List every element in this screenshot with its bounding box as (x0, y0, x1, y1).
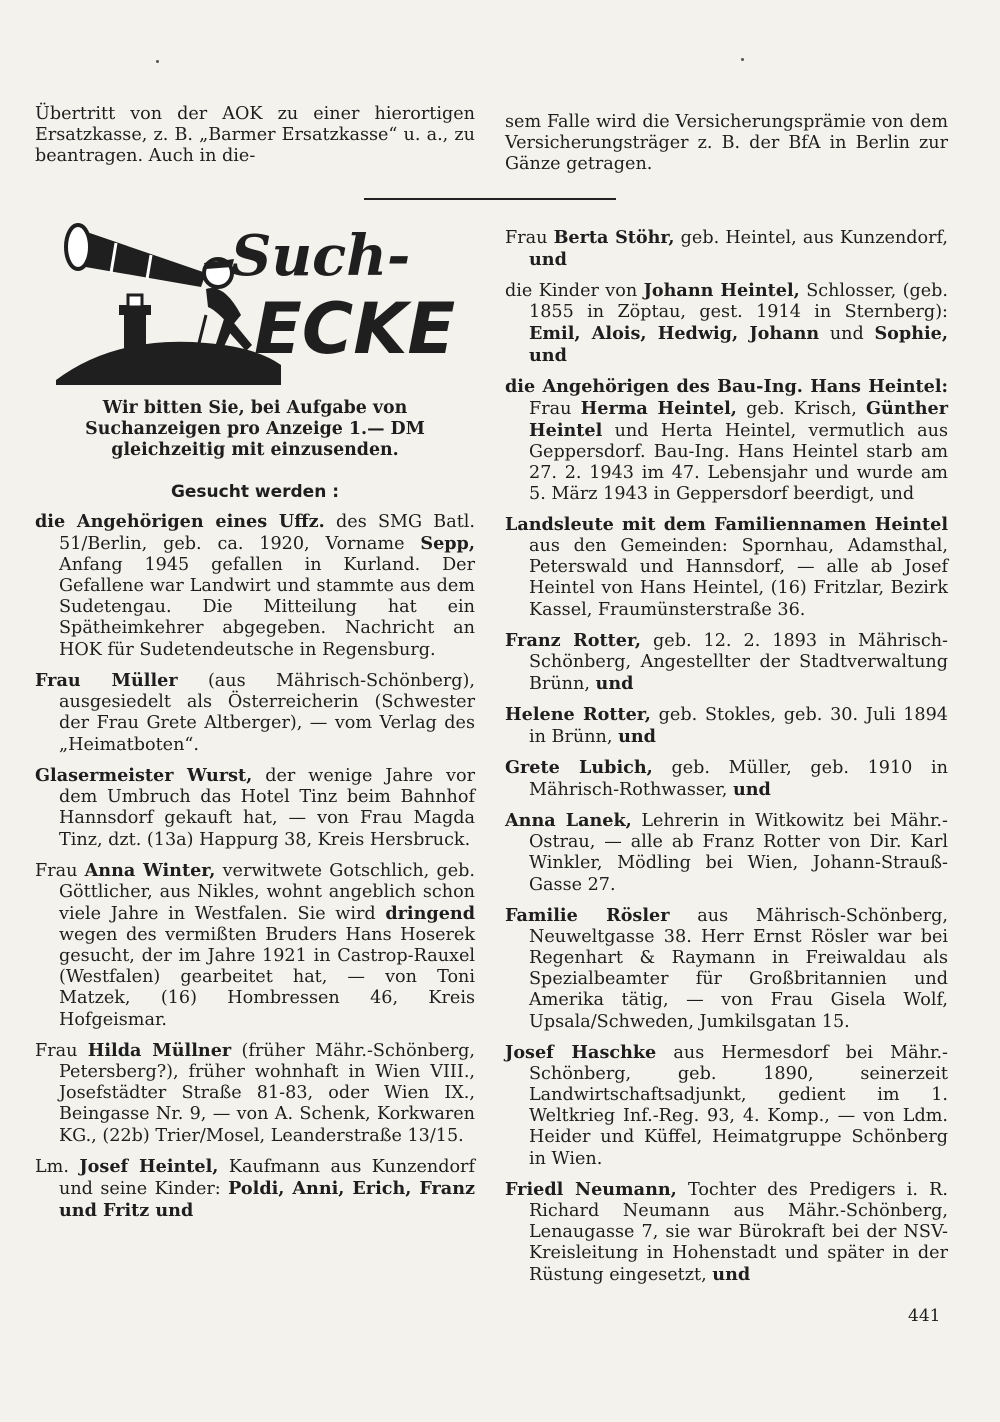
left-column-entries (35, 511, 475, 1231)
entry-name: Berta Stöhr, (553, 227, 675, 248)
logo-block-text: ECKE (254, 288, 456, 370)
search-entry: die Kinder von Johann Heintel, Schlosser, (geb. 1855 in Zöptau, gest. 1914 in Sternberg): Emil, Alois, Hedwig, Johann und Sophie, und (505, 280, 948, 366)
search-entry: Frau Hilda Müllner (früher Mähr.-Schönberg, Petersberg?), früher wohnhaft in Wien VIII., Josefstädter Straße 81-83, oder Wien IX., Beingasse Nr. 9, — von A. Schenk, Korkwaren KG., (22b) Trier/Mosel, Leanderstraße 13/15. (35, 1040, 475, 1146)
search-entry: Grete Lubich, geb. Müller, geb. 1910 in Mährisch-Rothwasser, und (505, 757, 948, 800)
entry-name: Josef Haschke (505, 1042, 657, 1063)
search-entry: Glasermeister Wurst, der wenige Jahre vor dem Umbruch das Hotel Tinz beim Bahnhof Hannsdorf gekauft hat, — von Frau Magda Tinz, dzt. (13a) Happurg 38, Kreis Hersbruck. (35, 765, 475, 850)
entry-name: die Angehörigen eines Uffz. (35, 511, 325, 532)
entry-name: Johann Heintel, (643, 280, 800, 301)
entry-name: Anna Lanek, (505, 810, 632, 831)
entry-name: Familie Rösler (505, 905, 670, 926)
search-entry: Landsleute mit dem Familiennamen Heintel aus den Gemeinden: Spornhau, Adamsthal, Peterswald und Hannsdorf, — alle ab Josef Heintel von Hans Heintel, (16) Fritzlar, Bezirk Kassel, Fraumünsterstraße 36. (505, 514, 948, 620)
logo-script-text: Such- (231, 223, 411, 289)
top-left-column (35, 104, 475, 176)
top-right-paragraph: sem Falle wird die Versicherungsprämie von dem Versicherungsträger z. B. der BfA in Berlin zur Gänze getragen. (505, 112, 948, 174)
page-number: 441 (908, 1306, 941, 1326)
search-entry: Anna Lanek, Lehrerin in Witkowitz bei Mähr.-Ostrau, — alle ab Franz Rotter von Dir. Karl Winkler, Mödling bei Wien, Johann-Strauß-Gasse 27. (505, 810, 948, 895)
top-left-paragraph: Übertritt von der AOK zu einer hierortigen Ersatzkasse, z. B. „Barmer Ersatzkasse“ u. a., zu beantragen. Auch in die- (35, 104, 475, 166)
entry-name: Hilda Müllner (87, 1040, 232, 1061)
section-subheading: Gesucht werden : (170, 482, 340, 502)
search-entry: Frau Müller (aus Mährisch-Schönberg), ausgesiedelt als Österreicherin (Schwester der Frau Grete Altberger), — vom Verlag des „Heimatboten“. (35, 670, 475, 755)
search-entry: Frau Anna Winter, verwitwete Gotschlich, geb. Göttlicher, aus Nikles, wohnt angeblich schon viele Jahre in Westfalen. Sie wird dringend wegen des vermißten Bruders Hans Hoserek gesucht, der im Jahre 1921 in Castrop-Rauxel (Westfalen) gearbeitet hat, — von Toni Matzek, (16) Hombressen 46, Kreis Hofgeismar. (35, 860, 476, 1030)
entry-name: Glasermeister Wurst, (35, 765, 253, 786)
paper-speck (156, 60, 159, 63)
entry-name: Anna Winter, (84, 860, 216, 881)
search-entry: die Angehörigen des Bau-Ing. Hans Heintel: Frau Herma Heintel, geb. Krisch, Günther Heintel und Herta Heintel, vermutlich aus Geppersdorf. Bau-Ing. Hans Heintel starb am 27. 2. 1943 im 47. Lebensjahr und wurde am 5. März 1943 in Geppersdorf beerdigt, und (505, 376, 949, 504)
search-entry: die Angehörigen eines Uffz. des SMG Batl. 51/Berlin, geb. ca. 1920, Vorname Sepp, Anfang 1945 gefallen in Kurland. Der Gefallene war Landwirt und stammte aus dem Sudetengau. Die Mitteilung hat ein Spätheimkehrer abgegeben. Nachricht an HOK für Sudetendeutsche in Regensburg. (35, 511, 475, 660)
entry-name: Landsleute mit dem Familiennamen Heintel (505, 514, 948, 535)
search-entry: Helene Rotter, geb. Stokles, geb. 30. Juli 1894 in Brünn, und (505, 704, 948, 747)
notice-text: Wir bitten Sie, bei Aufgabe von Suchanzeigen pro Anzeige 1.— DM gleichzeitig mit einzusenden. (85, 398, 425, 460)
entry-name: die Angehörigen des Bau-Ing. Hans Heintel: (505, 376, 948, 397)
entry-name: Franz Rotter, (505, 630, 642, 651)
top-right-column (505, 112, 948, 184)
search-entry: Lm. Josef Heintel, Kaufmann aus Kunzendorf und seine Kinder: Poldi, Anni, Erich, Franz und Fritz und (35, 1156, 475, 1221)
search-entry: Friedl Neumann, Tochter des Predigers i. R. Richard Neumann aus Mähr.-Schönberg, Lenaugasse 7, sie war Bürokraft bei der NSV-Kreisleitung in Hohenstadt und später in der Rüstung eingesetzt, und (505, 1179, 948, 1285)
entry-name: Friedl Neumann, (505, 1179, 677, 1200)
right-column-entries (505, 227, 948, 1295)
paper-speck (741, 58, 744, 61)
search-entry: Familie Rösler aus Mährisch-Schönberg, Neuweltgasse 38. Herr Ernst Rösler war bei Regenhart & Raymann in Freiwaldau als Spezialbeamter für Großbritannien und Amerika tätig, — von Frau Gisela Wolf, Upsala/Schweden, Jumkilsgatan 15. (505, 905, 948, 1032)
entry-name: Frau Müller (35, 670, 178, 691)
search-entry: Frau Berta Stöhr, geb. Heintel, aus Kunzendorf, und (505, 227, 948, 270)
entry-name: Helene Rotter, (505, 704, 651, 725)
search-entry: Franz Rotter, geb. 12. 2. 1893 in Mährisch-Schönberg, Angestellter der Stadtverwaltung Brünn, und (505, 630, 948, 694)
entry-name: Josef Heintel, (79, 1156, 219, 1177)
entry-name: Grete Lubich, (505, 757, 653, 778)
such-ecke-logo (56, 215, 471, 385)
section-divider (364, 198, 616, 200)
search-entry: Josef Haschke aus Hermesdorf bei Mähr.-Schönberg, geb. 1890, seinerzeit Landwirtschaftsadjunkt, gedient im 1. Weltkrieg Inf.-Reg. 93, 4. Komp., — von Ldm. Heider und Küffel, Heimatgruppe Schönberg in Wien. (505, 1042, 948, 1169)
